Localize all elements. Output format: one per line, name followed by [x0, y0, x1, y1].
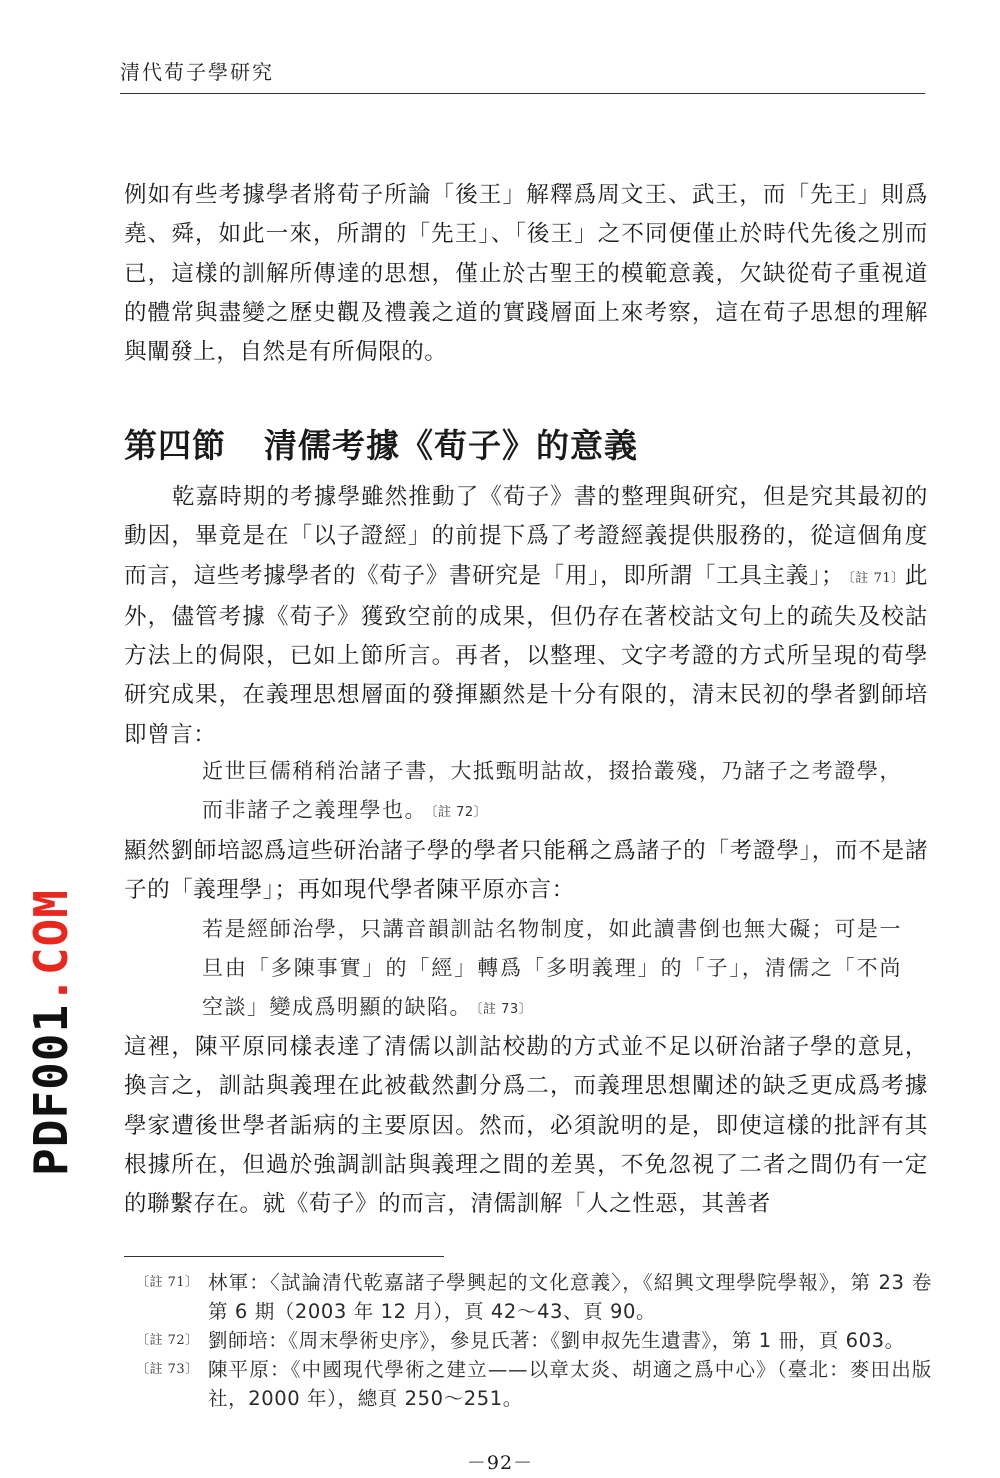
section-heading	[124, 420, 638, 467]
footnote-rule	[124, 1256, 444, 1257]
footnotes	[136, 1268, 932, 1413]
page-number: －92－	[466, 1452, 534, 1474]
watermark-domain-text: .COM	[24, 889, 78, 1004]
footnote-73	[136, 1355, 932, 1413]
block-quote-2	[202, 910, 902, 1029]
header-rule	[120, 93, 925, 94]
block-quote-1-text	[202, 752, 902, 832]
section-title-text: 清儒考據《荀子》的意義	[264, 426, 638, 465]
footnote-text: 劉師培：《周末學術史序》，參見氏著：《劉申叔先生遺書》，第 1 冊，頁 603。	[208, 1329, 905, 1352]
paragraph-3-block	[124, 832, 928, 911]
running-head-title: 清代荀子學研究	[120, 60, 274, 84]
footnote-mark: 〔註 72〕	[136, 1333, 199, 1348]
footnote-72	[136, 1326, 932, 1355]
paragraph-4: 這裡，陳平原同樣表達了清儒以訓詁校勘的方式並不足以研治諸子學的意見，換言之，訓詁與義理在此被截然劃分爲二，而義理思想闡述的缺乏更成爲考據學家遭後世學者詬病的主要原因。然而，必須說明的是，即使這樣的批評有其根據所在，但過於強調訓詁與義理之間的差異，不免忽視了二者之間仍有一定的聯繫存在。就《荀子》的而言，清儒訓解「人之性惡，其善者	[124, 1034, 928, 1218]
footnote-mark: 〔註 73〕	[136, 1362, 199, 1377]
paragraph-4-block	[124, 1028, 928, 1224]
paragraph-2-part-b: 此外，儘管考據《荀子》獲致空前的成果，但仍存在著校詁文句上的疏失及校詁方法上的侷限，已如上節所言。再者，以整理、文字考證的方式所呈現的荀學研究成果，在義理思想層面的發揮顯然是十分有限的，清末民初的學者劉師培即曾言：	[124, 562, 928, 748]
paragraph-3: 顯然劉師培認爲這些研治諸子學的學者只能稱之爲諸子的「考證學」，而不是諸子的「義理學」；再如現代學者陳平原亦言：	[124, 838, 928, 904]
note-ref-71[interactable]: 〔註 71〕	[848, 570, 905, 586]
quote-2-body: 若是經師治學，只講音韻訓詁名物制度，如此讀書倒也無大礙；可是一旦由「多陳事實」的「經」轉爲「多明義理」的「子」，清儒之「不尚空談」變成爲明顯的缺陷。	[202, 917, 902, 1019]
block-quote-2-text	[202, 910, 902, 1029]
footnote-text: 陳平原：《中國現代學術之建立——以章太炎、胡適之爲中心》（臺北：麥田出版社，2000 年），總頁 250～251。	[208, 1358, 932, 1410]
paragraph-2-block	[124, 478, 928, 755]
section-number: 第四節	[124, 426, 226, 465]
quote-1-body: 近世巨儒稍稍治諸子書，大抵甄明詁故，掇拾叢殘，乃諸子之考證學，而非諸子之義理學也。	[202, 759, 902, 822]
note-ref-72[interactable]: 〔註 72〕	[431, 805, 488, 820]
footnote-71	[136, 1268, 932, 1326]
footnote-mark: 〔註 71〕	[136, 1275, 199, 1290]
footnote-text: 林軍：〈試論清代乾嘉諸子學興起的文化意義〉，《紹興文理學院學報》，第 23 卷第 6 期（2003 年 12 月），頁 42～43、頁 90。	[208, 1271, 932, 1323]
watermark	[24, 889, 78, 1176]
watermark-pdf-text: PDF001	[24, 1003, 78, 1176]
intro-paragraph-block	[124, 176, 928, 372]
intro-paragraph: 例如有些考據學者將荀子所論「後王」解釋爲周文王、武王，而「先王」則爲堯、舜，如此一來，所謂的「先王」、「後王」之不同便僅止於時代先後之別而已，這樣的訓解所傳達的思想，僅止於古聖王的模範意義，欠缺從荀子重視道的體常與盡變之歷史觀及禮義之道的實踐層面上來考察，這在荀子思想的理解與闡發上，自然是有所侷限的。	[124, 182, 928, 366]
paragraph-2	[124, 478, 928, 755]
paragraph-2-part-a: 乾嘉時期的考據學雖然推動了《荀子》書的整理與研究，但是究其最初的動因，畢竟是在「以子證經」的前提下爲了考證經義提供服務的，從這個角度而言，這些考據學者的《荀子》書研究是「用」，即所謂「工具主義」；	[124, 484, 928, 589]
block-quote-1	[202, 752, 902, 832]
note-ref-73[interactable]: 〔註 73〕	[476, 1002, 533, 1017]
